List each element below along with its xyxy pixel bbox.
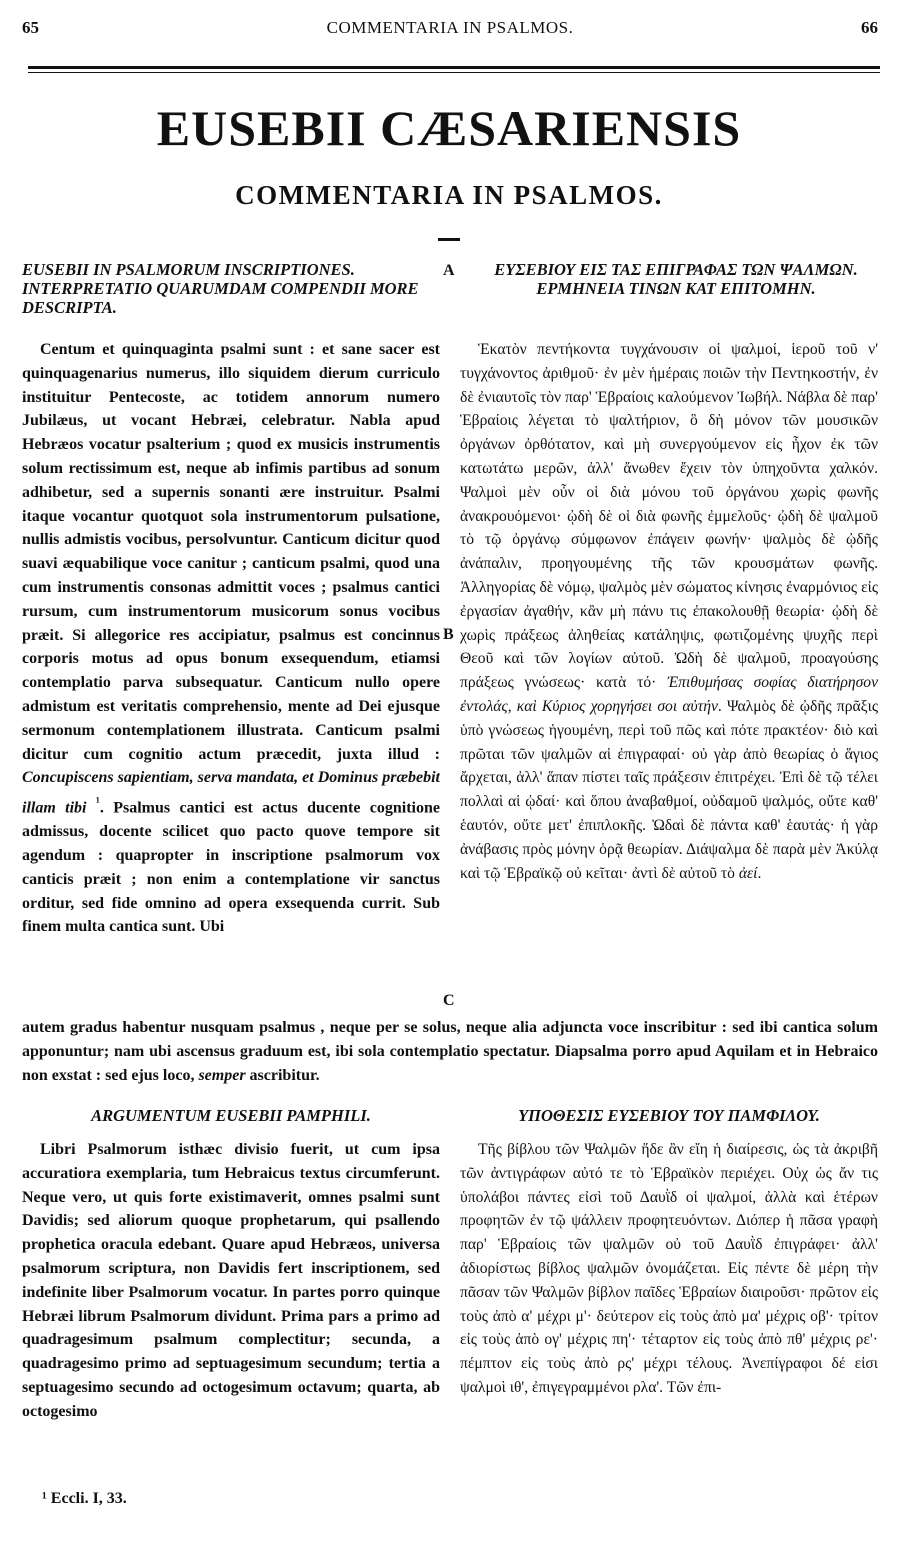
latin-text-1: Centum et quinquaginta psalmi sunt : et sane sacer est quinquagenarius numerus, illo siquidem dierum curriculo instituitur Pentecoste, ac totidem annorum numero Jubilæus, ut vocant Hebræi, celebratur. Nabla apud Hebræos vocatur psalterium ; quod ex musicis instrumentis solum rectissimum est, neque ab infimis partibus ad sonum adhibetur, sed a supernis sonanti ære instruitur. Psalmi itaque vocantur quotquot sola instrumentorum pulsatione, nullis admistis vocibus, persolvuntur. Canticum dicitur quod suavi æquabilique voce canitur ; canticum psalmi, quod una cum instrumentis consonas admittit voces ; psalmus cantici rursum, cum instrumentorum musicorum sonus vocibus præit. Si allegorice res accipiatur, psalmus est concinnus corporis motus ad opus bonum exsequendum, etiamsi contemplatio parva subsequatur. Canticum nullo opere admistum est veritatis comprehensio, mente ad Dei ejusque sermonum contemplationem illustrata. Canticum psalmi dicitur cum cognitio actum præcedit, juxta illud :: [22, 341, 440, 763]
greek-quote: Ἐπιθυμήσας σοφίας διατήρησον ἐντολάς, καὶ Κύριος χορηγήσει σοι αὐτήν: [460, 674, 878, 715]
greek-aei: ἀεί: [738, 864, 758, 882]
title-dash: [438, 238, 460, 241]
greek-heading-2: ΥΠΟΘΕΣΙΣ ΕΥΣΕΒΙΟΥ ΤΟΥ ΠΑΜΦΙΛΟΥ.: [518, 1106, 820, 1125]
greek-text-1: Ἑκατὸν πεντήκοντα τυγχάνουσιν οἱ ψαλμοί, ἱεροῦ τοῦ ν' τυγχάνοντος ἀριθμοῦ· ἐν μὲν ἡμέραις ποιῶν τὴν Πεντηκοστήν, ἐν δὲ ἐνιαυτοῖς τὸν παρ' Ἑβραίοις καλούμενον Ἰωβήλ. Νάβλα δὲ παρ' Ἑβραίοις λέγεται τὸ ψαλτήριον, ὃ δὴ μόνον τῶν μουσικῶν ὀργάνων ὀρθότατον, καὶ μὴ συνεργούμενον εἰς ἦχον ἐκ τῶν κατωτάτω μερῶν, ἀλλ' ἄνωθεν ἔχειν τὸν ὑπηχοῦντα χαλκόν. Ψαλμοὶ μὲν οὖν οἱ διὰ μόνου τοῦ ὀργάνου χωρὶς φωνῆς ἀνακρουόμενοι· ᾠδὴ δὲ οἱ διὰ φωνῆς ἐμμελοῦς· ᾠδὴ δὲ ψαλμοῦ τὸ τῷ ὀργάνῳ σύμφωνον ἐπάγειν φωνήν· ψαλμὸς δὲ ᾠδῆς ἀνάπαλιν, προηγουμένης τῆς τῶν κρουσμάτων φωνῆς. Ἀλληγορίας δὲ νόμῳ, ψαλμὸς μὲν σώματος κίνησις ἐναρμόνιος εἰς ἐργασίαν ἀγαθήν, κἂν μὴ πάνυ τις ἐπακολουθῇ θεωρία· ᾠδὴ δὲ χωρὶς πράξεως ἀληθείας κατάληψις, φωτιζομένης ψυχῆς περὶ Θεοῦ καὶ τῶν λογίων αὐτοῦ. Ὠδὴ δὲ ψαλμοῦ, προαγούσης πράξεως γνώσεως· κατὰ τό·: [460, 341, 878, 692]
header-rule-thick: [28, 66, 880, 69]
latin-paragraph-2: Libri Psalmorum isthæc divisio fuerit, ut cum ipsa accuratiora exemplaria, tum Hebraicus textus circumferunt. Neque vero, ut quis forte existimaverit, omnes psalmi sunt Davidis; sed aliorum quoque prophetarum, qui psallendo prophetica oracula edebant. Quare apud Hebræos, universa psalmorum scriptura, non Davidis fert inscriptionem, sed indefinite liber Psalmorum vocatur. In partes porro quinque Hebræi librum Psalmorum dividunt. Prima pars a primo ad quadragesimum psalmum complectitur; secunda, a quadragesimo primo ad septuagesimum secundum; tertia a septuagesimo secundo ad octogesimum octavum; quarta, ab octogesimo: [22, 1141, 440, 1420]
page-number-left: 65: [22, 18, 39, 37]
greek-end: .: [757, 864, 762, 882]
page-header: [22, 18, 878, 42]
greek-column-2: [460, 1138, 878, 1472]
running-title: COMMENTARIA IN PSALMOS.: [326, 18, 574, 37]
latin-quote: Concupiscens sapientiam, serva mandata, et Dominus præbebit illam tibi: [22, 769, 440, 817]
margin-marker-c: C: [443, 992, 455, 1009]
greek-column-1: [460, 338, 878, 1008]
greek-text-1b: . Ψαλμὸς δὲ ᾠδῆς πρᾶξις ὑπὸ γνώσεως ἡγουμένη, περὶ τοῦ πῶς καὶ πότε πρακτέον· διὸ καὶ πρῶται τῶν ψαλμῶν αἱ ἐπιγραφαί· οὐ γὰρ ἀπὸ θεωρίας ὁ ἅγιος ἄρχεται, ἀλλ' ἅπαν πίστει ταῖς πράξεσιν ἐπιτρέχει. Ἐπὶ δὲ τῷ τέλει πολλαὶ αἱ ᾠδαί· καὶ ὅπου ἀναβαθμοί, οὐδαμοῦ ψαλμός, οὔτε καθ' ἑαυτόν, οὔτε μετ' ἐπιπλοκῆς. Ὠδαὶ δὲ πάντα καθ' ἑαυτάς· ἡ γὰρ ἀνάβασις πρὸς μόνην ὁρᾷ θεωρίαν. Διάψαλμα δὲ παρὰ μὲν Ἀκύλᾳ καὶ τῷ Ἑβραϊκῷ οὐ κεῖται· ἀντὶ δὲ αὐτοῦ τὸ: [460, 697, 878, 882]
footnote: ¹ Eccli. I, 33.: [42, 1490, 127, 1507]
full-width-paragraph: [22, 1016, 878, 1087]
latin-text-1b: . Psalmus cantici est actus ducente cognitione admissus, docente scilicet quo pacto quove tempore sit agendum : quapropter in inscriptione psalmorum vox canticis præit ; non enim a contemplatione vir sanctus orditur, sed fide omnino ad opera exsequenda currit. Sub finem multa cantica sunt. Ubi: [22, 799, 440, 936]
latin-heading-1: EUSEBII IN PSALMORUM INSCRIPTIONES. INTERPRETATIO QUARUMDAM COMPENDII MORE DESCRIPTA.: [22, 260, 419, 317]
greek-paragraph-1: [460, 338, 878, 885]
header-rule-thin: [28, 72, 880, 73]
latin-column-1: [22, 338, 440, 1008]
latin-column-2: [22, 1138, 440, 1472]
latin-paragraph-1: [22, 338, 440, 939]
page-number-right: 66: [861, 18, 878, 37]
margin-marker-a: A: [443, 262, 455, 279]
margin-marker-b: B: [443, 626, 454, 643]
full-width-text: autem gradus habentur nusquam psalmus , neque per se solus, neque alia adjuncta voce inscribitur : sed ibi cantica solum apponuntur; nam ubi ascensus graduum est, ibi sola contemplatio spectatur. Diapsalma porro apud Aquilam et in Hebraico non exstat : sed ejus loco,: [22, 1019, 878, 1084]
page-subtitle: COMMENTARIA IN PSALMOS.: [235, 180, 663, 210]
greek-heading-1: ΕΥΣΕΒΙΟΥ ΕΙΣ ΤΑΣ ΕΠΙΓΡΑΦΑΣ ΤΩΝ ΨΑΛΜΩΝ. ΕΡΜΗΝΕΙΑ ΤΙΝΩΝ ΚΑΤ ΕΠΙΤΟΜΗΝ.: [494, 260, 858, 298]
full-width-semper: semper: [198, 1066, 246, 1084]
full-width-end: ascribitur.: [249, 1066, 320, 1084]
greek-paragraph-2: Τῆς βίβλου τῶν Ψαλμῶν ἥδε ἂν εἴη ἡ διαίρεσις, ὡς τὰ ἀκριβῆ τῶν ἀντιγράφων αὐτό τε τὸ Ἑβραϊκὸν περιέχει. Οὐχ ὡς ἄν τις ὑπολάβοι πάντες εἰσὶ τοῦ Δαυῒδ οἱ ψαλμοί, ἀλλὰ καὶ ἑτέρων προφητῶν ἐν τῷ ψάλλειν προφητευόντων. Διόπερ ἡ πᾶσα γραφὴ παρ' Ἑβραίοις τῶν ψαλμῶν οὐ τοῦ Δαυῒδ ἐπιγράφει· ἀλλ' ἀδιορίστως βίβλος ψαλμῶν ὀνομάζεται. Εἰς πέντε δὲ μέρη τὴν πᾶσαν τῶν Ψαλμῶν βίβλον παῖδες Ἑβραίων διαιροῦσι· πρῶτον εἰς τοὺς ἀπὸ α' μέχρι μ'· δεύτερον εἰς τοὺς ἀπὸ μα' μέχρις οβ'· τρίτον εἰς τοὺς ἀπὸ ογ' μέχρις πη'· τέταρτον εἰς τοὺς ἀπὸ πθ' μέχρις ρε'· πέμπτον εἰς τοὺς ἀπὸ ρς' μέχρι τέλους. Ἀνεπίγραφοι δέ εἰσι ψαλμοὶ ιθ', ἐπιγεγραμμένοι ρλα'. Τῶν ἐπι-: [460, 1141, 878, 1396]
footnote-marker: ¹: [95, 794, 100, 810]
page-title: EUSEBII CÆSARIENSIS: [156, 100, 742, 156]
latin-heading-2: ARGUMENTUM EUSEBII PAMPHILI.: [91, 1106, 371, 1125]
